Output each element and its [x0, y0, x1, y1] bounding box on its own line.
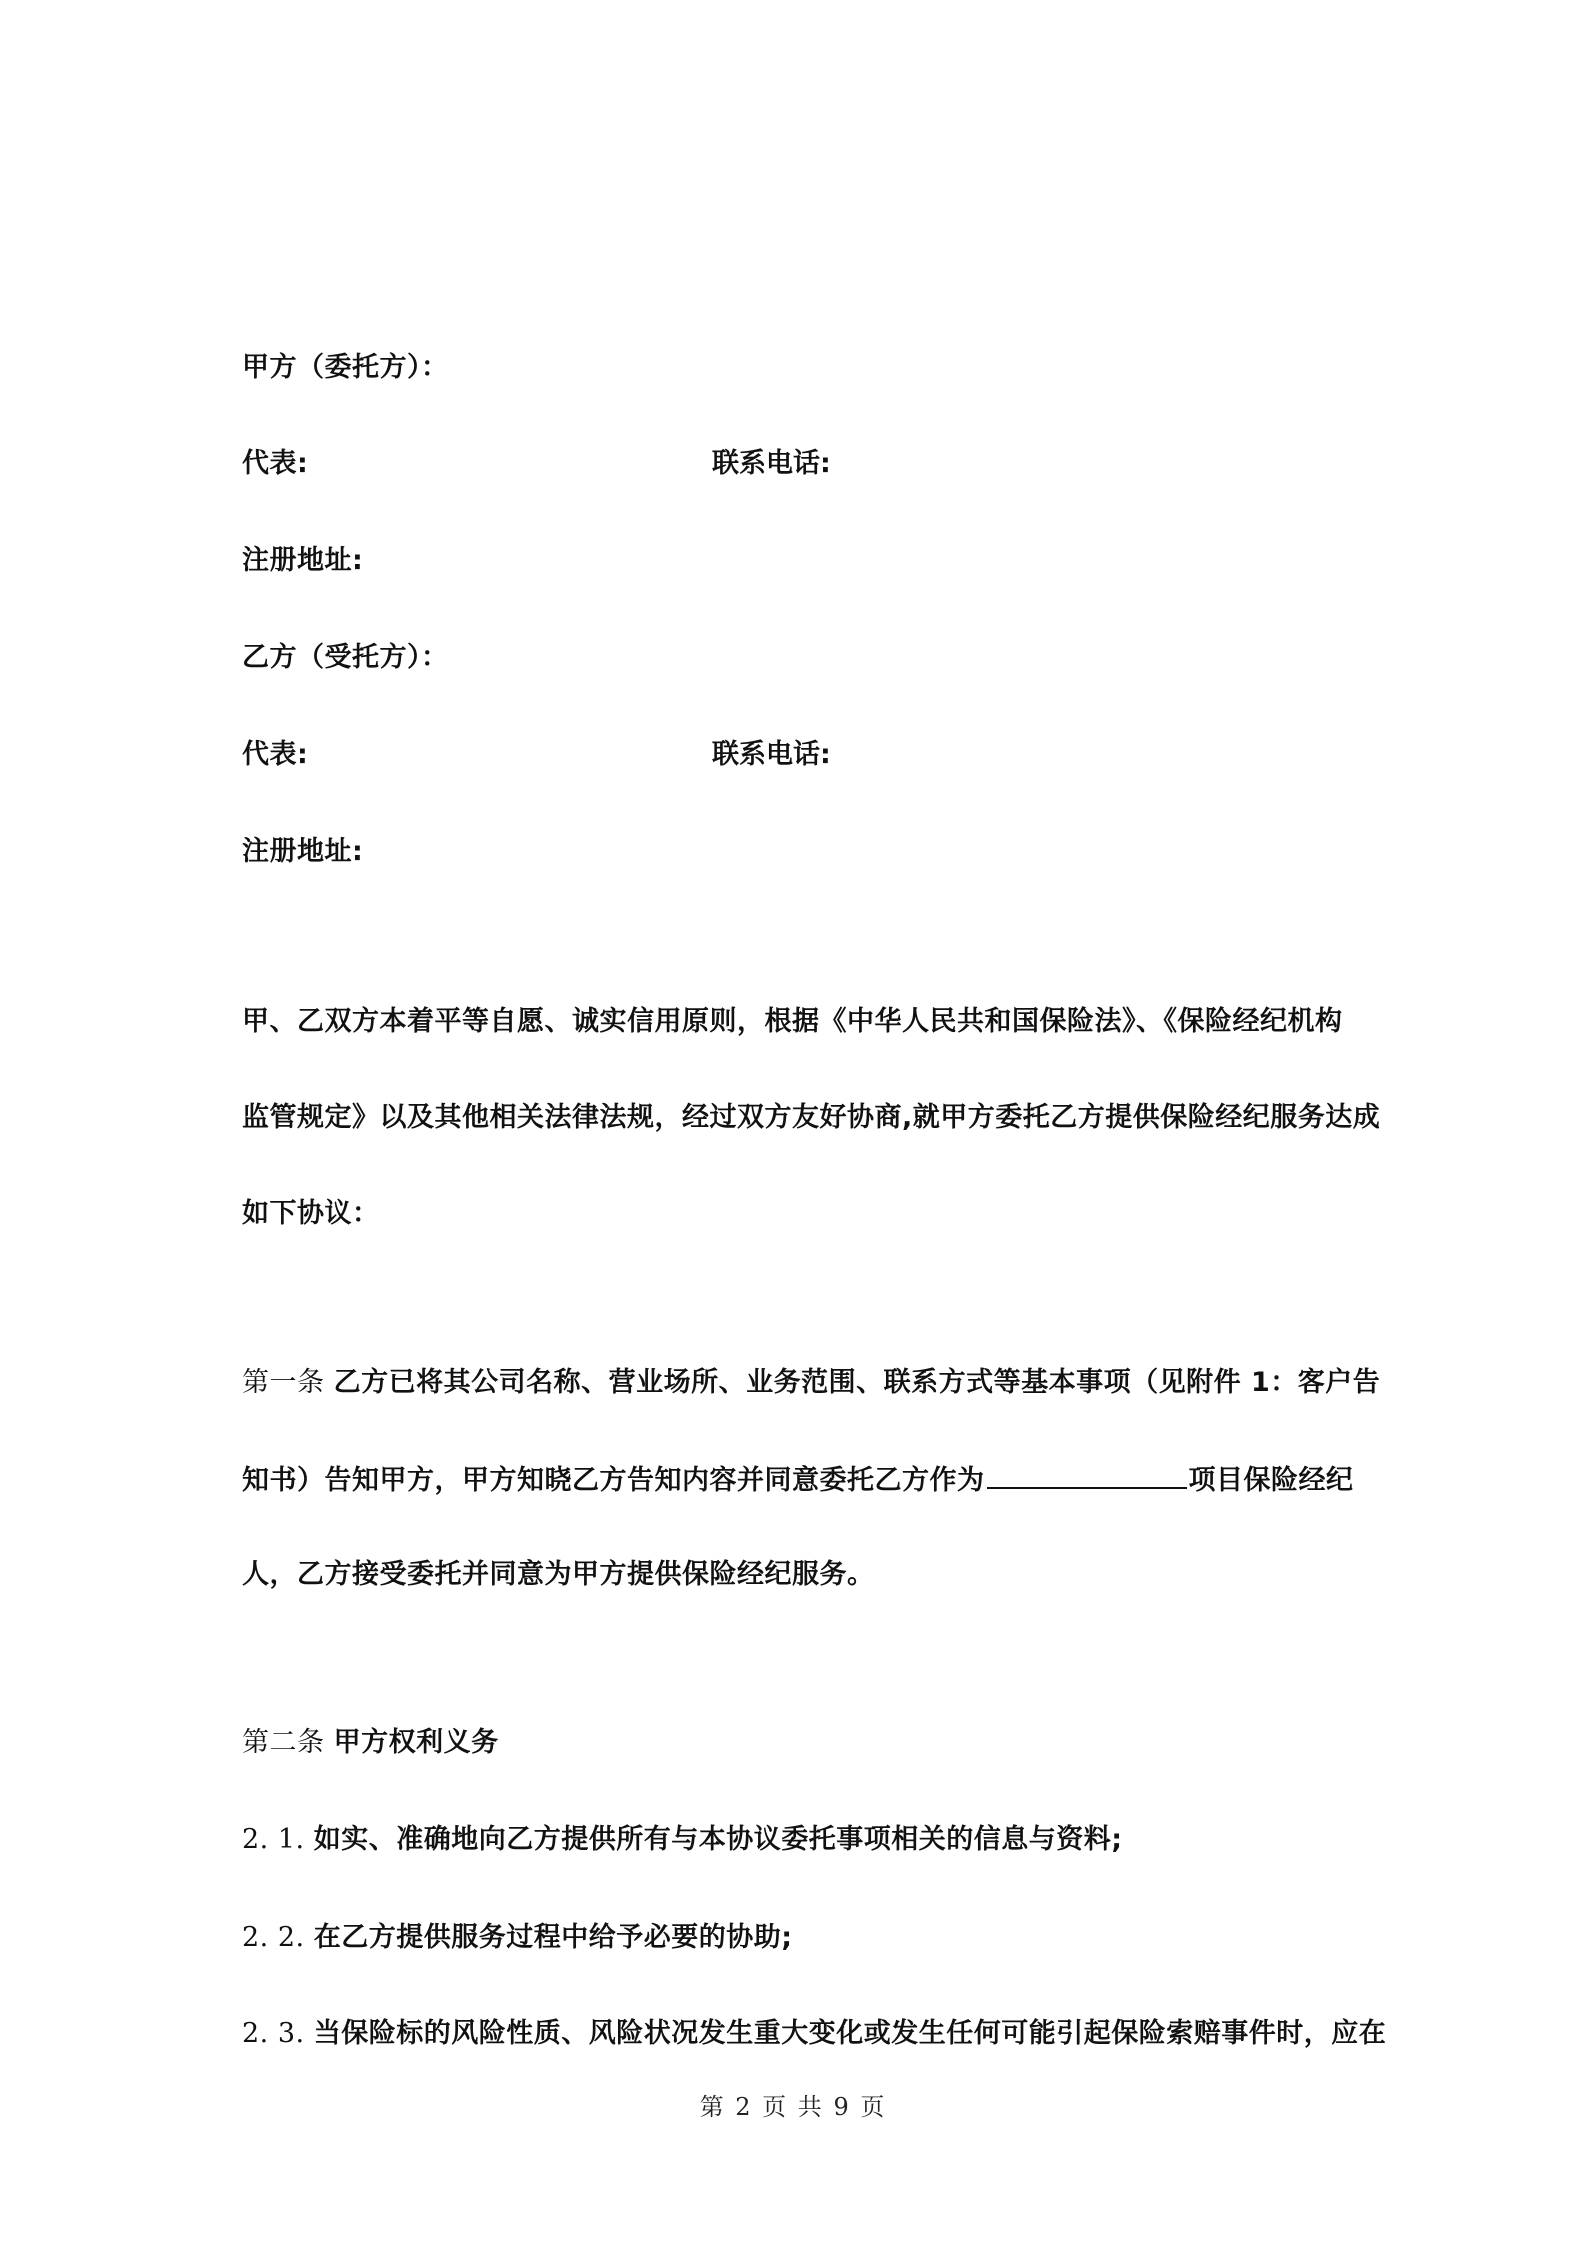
article-1-text-2a: 知书）告知甲方，甲方知晓乙方告知内容并同意委托乙方作为	[242, 1465, 985, 1496]
article-1-line-2	[242, 1461, 1354, 1499]
item-text: 在乙方提供服务过程中给予必要的协助;	[313, 1922, 793, 1953]
article-1-line-1	[242, 1365, 1380, 1401]
article-2-title: 甲方权利义务	[333, 1727, 499, 1758]
item-number: 2. 1.	[242, 1824, 305, 1855]
article-2-item-3	[242, 2016, 1386, 2052]
article-1-line-3: 人，乙方接受委托并同意为甲方提供保险经纪服务。	[242, 1559, 875, 1590]
project-name-blank	[987, 1461, 1187, 1489]
article-1-text-1: 乙方已将其公司名称、营业场所、业务范围、联系方式等基本事项（见附件 1：客户告	[333, 1367, 1381, 1398]
page-number-footer: 第 2 页 共 9 页	[699, 2093, 887, 2121]
party-b-title: 乙方（受托方）：	[242, 642, 449, 673]
preamble-line-1: 甲、乙双方本着平等自愿、诚实信用原则，根据《中华人民共和国保险法》、《保险经纪机构	[242, 1006, 1343, 1037]
item-text: 如实、准确地向乙方提供所有与本协议委托事项相关的信息与资料;	[313, 1824, 1123, 1855]
preamble-line-3: 如下协议：	[242, 1198, 380, 1229]
party-a-phone-label: 联系电话:	[712, 448, 831, 479]
party-b-phone-label: 联系电话:	[712, 739, 831, 770]
article-1-heading: 第一条	[242, 1367, 325, 1398]
item-number: 2. 3.	[242, 2018, 305, 2049]
article-2-heading-line	[242, 1725, 499, 1761]
party-a-title: 甲方（委托方）：	[242, 352, 449, 383]
party-a-address-label: 注册地址:	[242, 545, 364, 576]
item-text: 当保险标的风险性质、风险状况发生重大变化或发生任何可能引起保险索赔事件时，应在	[313, 2018, 1387, 2049]
party-b-address-label: 注册地址:	[242, 836, 364, 867]
article-2-item-2	[242, 1920, 793, 1956]
party-b-rep-label: 代表:	[242, 739, 309, 770]
article-2-heading: 第二条	[242, 1727, 325, 1758]
article-1-text-2b: 项目保险经纪	[1188, 1465, 1354, 1496]
item-number: 2. 2.	[242, 1922, 305, 1953]
preamble-line-2: 监管规定》以及其他相关法律法规，经过双方友好协商,就甲方委托乙方提供保险经纪服务达成	[242, 1102, 1381, 1133]
article-2-item-1	[242, 1822, 1123, 1858]
party-a-rep-label: 代表:	[242, 448, 309, 479]
